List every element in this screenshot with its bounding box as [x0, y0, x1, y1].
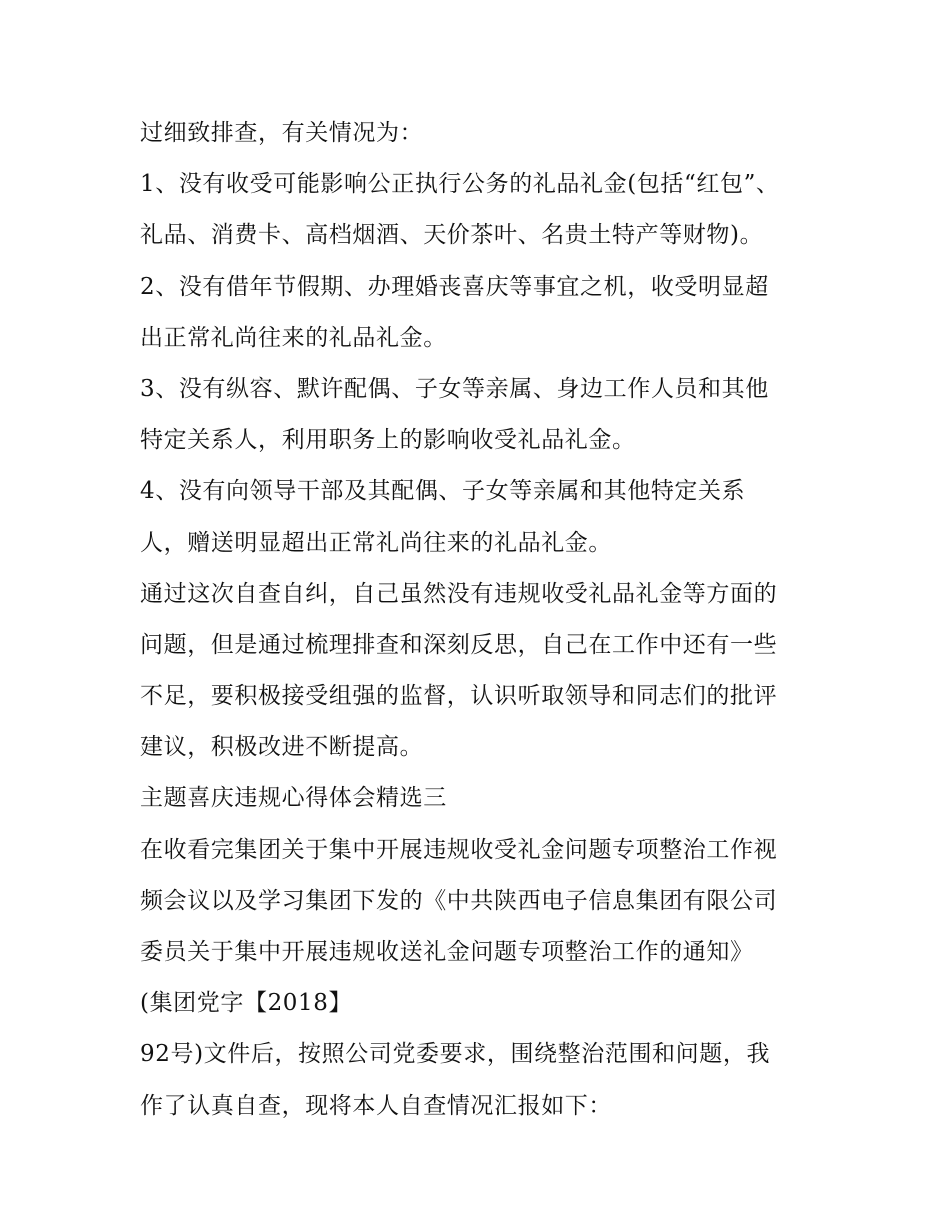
list-item-3-continued: 特定关系人，利用职务上的影响收受礼品礼金。: [140, 427, 636, 454]
list-item-2-continued: 出正常礼尚往来的礼品礼金。: [140, 324, 447, 351]
paragraph-line: 委员关于集中开展违规收送礼金问题专项整治工作的通知》: [140, 939, 754, 965]
paragraph-line: 作了认真自查，现将本人自查情况汇报如下：: [140, 1092, 612, 1119]
paragraph-line: 92号)文件后，按照公司党委要求，围绕整治范围和问题，我: [140, 1041, 771, 1068]
list-item-1-continued: 礼品、消费卡、高档烟酒、天价茶叶、名贵土特产等财物)。: [140, 222, 764, 249]
list-item-2: 2、没有借年节假期、办理婚丧喜庆等事宜之机，收受明显超: [140, 273, 769, 300]
document-body: [140, 108, 820, 1132]
list-item-4: 4、没有向领导干部及其配偶、子女等亲属和其他特定关系: [140, 478, 746, 505]
list-item-1: 1、没有收受可能影响公正执行公务的礼品礼金(包括“红包”、: [140, 171, 780, 198]
paragraph-line: 不足，要积极接受组强的监督，认识听取领导和同志们的批评: [140, 683, 778, 710]
paragraph-line: 建议，积极改进不断提高。: [140, 734, 424, 761]
list-item-3: 3、没有纵容、默许配偶、子女等亲属、身边工作人员和其他: [140, 375, 769, 402]
paragraph-line: 通过这次自查自纠，自己虽然没有违规收受礼品礼金等方面的: [140, 580, 778, 607]
paragraph-line: 在收看完集团关于集中开展违规收受礼金问题专项整治工作视: [140, 836, 778, 863]
section-heading: 主题喜庆违规心得体会精选三: [140, 785, 447, 812]
list-item-4-continued: 人，赠送明显超出正常礼尚往来的礼品礼金。: [140, 529, 612, 556]
paragraph-line: (集团党字【2018】: [140, 990, 353, 1017]
paragraph-line: 问题，但是通过梳理排查和深刻反思，自己在工作中还有一些: [140, 631, 778, 658]
text-line: 过细致排查，有关情况为：: [140, 120, 424, 146]
paragraph-line: 频会议以及学习集团下发的《中共陕西电子信息集团有限公司: [140, 887, 778, 914]
